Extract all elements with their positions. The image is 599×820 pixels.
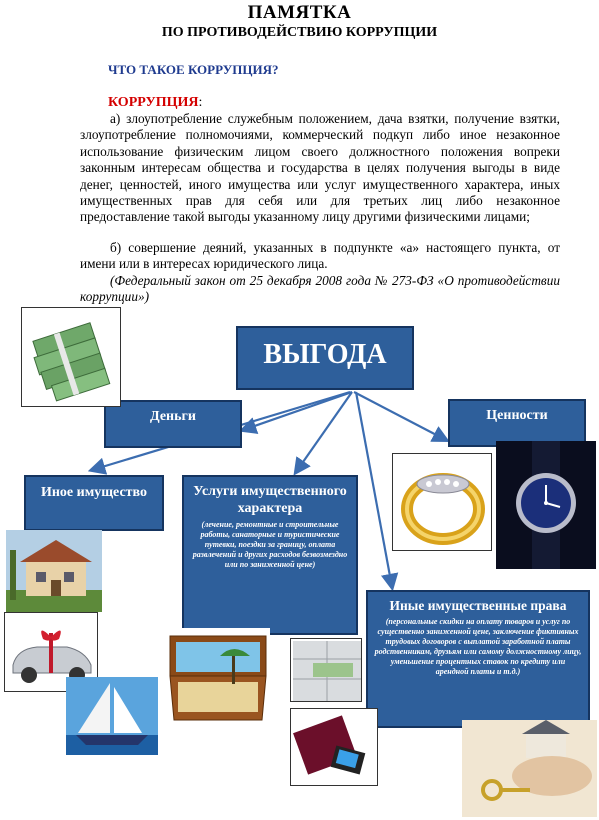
definition-item-a: а) злоупотребление служебным положением, дача взятки, получение взятки, злоупотребление полномочиями, коммерческий подкуп либо иное незаконное использование физическим лицом своего должностного положения вопреки законным интересам общества и государства в целях получения выгоды в виде денег, ценностей, иного имущества или услуг имущественного характера, иных имущественных прав для себя или для третьих лиц либо незаконное предоставление такой выгоды указанному лицу другими физическими лицами; bbox=[80, 111, 560, 225]
page-title: ПАМЯТКА bbox=[247, 2, 352, 23]
arrow-to-rights bbox=[356, 392, 392, 587]
valuables-box: Ценности bbox=[448, 399, 586, 447]
definition-item-b: б) совершение деяний, указанных в подпункте «а» настоящего пункта, от имени или в интересах юридического лица. bbox=[80, 240, 560, 272]
page-subtitle: ПО ПРОТИВОДЕЙСТВИЮ КОРРУПЦИИ bbox=[161, 25, 438, 40]
term-colon: : bbox=[198, 95, 203, 110]
house-image bbox=[6, 530, 102, 612]
house-keys-image bbox=[462, 720, 597, 817]
gift-box-phone-image bbox=[290, 708, 378, 786]
law-reference: (Федеральный закон от 25 декабря 2008 года № 273-ФЗ «О противодействии коррупции») bbox=[80, 273, 560, 304]
property-box: Иное имущество bbox=[24, 475, 164, 531]
arrow-to-services bbox=[296, 392, 352, 472]
arrow-to-valuables bbox=[354, 392, 446, 440]
question-heading: ЧТО ТАКОЕ КОРРУПЦИЯ? bbox=[108, 62, 279, 77]
rights-title: Иные имущественные права bbox=[389, 598, 567, 613]
money-bundles-image bbox=[21, 307, 121, 407]
services-note: (лечение, ремонтные и строительные работы, санаторные и туристические путевки, поездки за границу, оплата развлечений и других расходов безвозмездно или по заниженной цене) bbox=[192, 520, 348, 569]
wristwatch-image bbox=[496, 441, 596, 569]
suitcase-beach-image bbox=[166, 628, 270, 730]
arrow-to-money bbox=[243, 392, 352, 430]
services-box bbox=[182, 475, 358, 635]
term-label: КОРРУПЦИЯ bbox=[108, 95, 199, 110]
rights-note: (персональные скидки на оплату товаров и услуг по существенно заниженной цене, заключение фиктивных трудовых договоров с выплатой заработной платы родственникам, друзьям или самому должностному лицу, уменьшение процентных ставок по кредиту или арендной платы и т.д.) bbox=[374, 617, 582, 676]
services-title: Услуги имущественного характера bbox=[193, 484, 347, 516]
benefit-box: ВЫГОДА bbox=[236, 326, 414, 390]
rights-box bbox=[366, 590, 590, 728]
yacht-image bbox=[66, 677, 158, 755]
safe-deposit-image bbox=[290, 638, 362, 702]
money-box: Деньги bbox=[104, 400, 242, 448]
gold-ring-image bbox=[392, 453, 492, 551]
